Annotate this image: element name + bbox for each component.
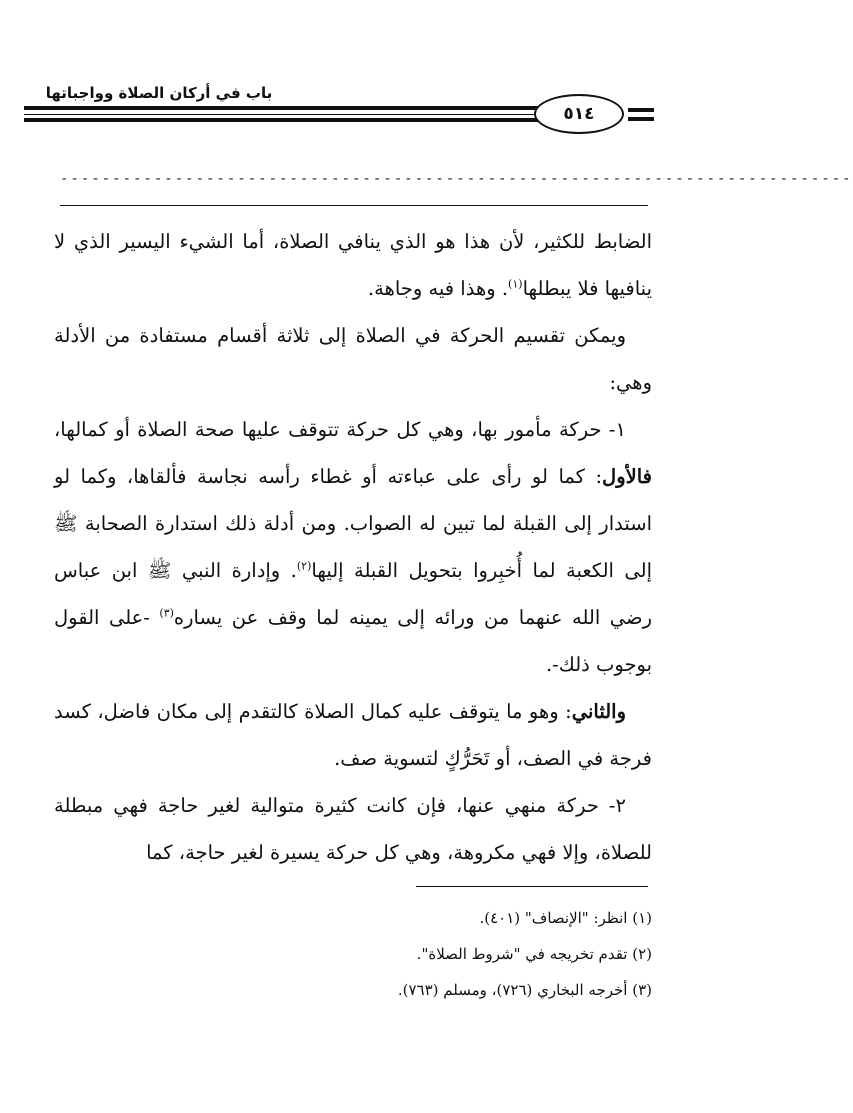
paragraph-3-text-c: . وإدارة النبي ﷺ ابن عباس رضي الله عنهما من ورائه إلى يمينه لما وقف عن يساره: [54, 559, 652, 629]
header-bar-right-top: [628, 108, 654, 112]
paragraph-3-text-d: -على القول بوجوب ذلك-.: [54, 606, 652, 676]
paragraph-3: [54, 406, 652, 688]
footnote-ref-1: (١): [508, 277, 523, 291]
header-rule-top: [24, 106, 564, 110]
paragraph-4-text: : وهو ما يتوقف عليه كمال الصلاة كالتقدم إلى مكان فاضل، كسد فرجة في الصف، أو تَحَرُّكٍ لتسوية صف.: [54, 700, 652, 770]
paragraph-4-bold: والثاني: [571, 700, 626, 723]
paragraph-4: [54, 688, 652, 782]
paragraph-3-text-a: ١- حركة مأمور بها، وهي كل حركة تتوقف عليها صحة الصلاة أو كمالها،: [54, 418, 626, 441]
body-top-rule: [60, 205, 648, 206]
paragraph-2: ويمكن تقسيم الحركة في الصلاة إلى ثلاثة أقسام مستفادة من الأدلة وهي:: [54, 324, 652, 394]
footnote-ref-2: (٢): [296, 559, 312, 573]
header-bar-right-bottom: [628, 117, 654, 121]
body-text: [54, 218, 652, 876]
paragraph-5: ٢- حركة منهي عنها، فإن كانت كثيرة متوالية لغير حاجة فهي مبطلة للصلاة، وإلا فهي مكروهة، وهي كل حركة يسيرة لغير حاجة، كما: [54, 794, 652, 864]
footnotes: [54, 900, 652, 1008]
header-rule-middle: [24, 114, 564, 115]
footnote-ref-3: (٣): [159, 606, 174, 620]
header-rule-bottom: [24, 118, 564, 122]
chapter-title: باب في أركان الصلاة وواجباتها: [45, 84, 273, 102]
footnote-rule: [416, 886, 648, 887]
page-number: ٥١٤: [534, 94, 624, 134]
paragraph-1: [54, 218, 652, 312]
dashed-separator: ----------------------------------------------------------------------------: [60, 171, 853, 187]
paragraph-1-text: الضابط للكثير، لأن هذا هو الذي ينافي الصلاة، أما الشيء اليسير الذي لا ينافيها فلا يبطلها: [54, 230, 652, 300]
footnote-3: (٣) أخرجه البخاري (٧٢٦)، ومسلم (٧٦٣).: [397, 981, 652, 999]
paragraph-3-bold: فالأول: [602, 465, 652, 488]
paragraph-1-tail: . وهذا فيه وجاهة.: [367, 277, 509, 300]
footnote-1: (١) انظر: "الإنصاف" (٤٠١).: [479, 909, 652, 927]
footnote-2: (٢) تقدم تخريجه في "شروط الصلاة".: [416, 945, 652, 963]
paragraph-3-text-b: : كما لو رأى على عباءته أو غطاء رأسه نجاسة فألقاها، وكما لو استدار إلى القبلة لما تبين له الصواب. ومن أدلة ذلك استدارة الصحابة ﷺ إلى الكعبة لما أُخبِروا بتحويل القبلة إليها: [54, 465, 652, 582]
